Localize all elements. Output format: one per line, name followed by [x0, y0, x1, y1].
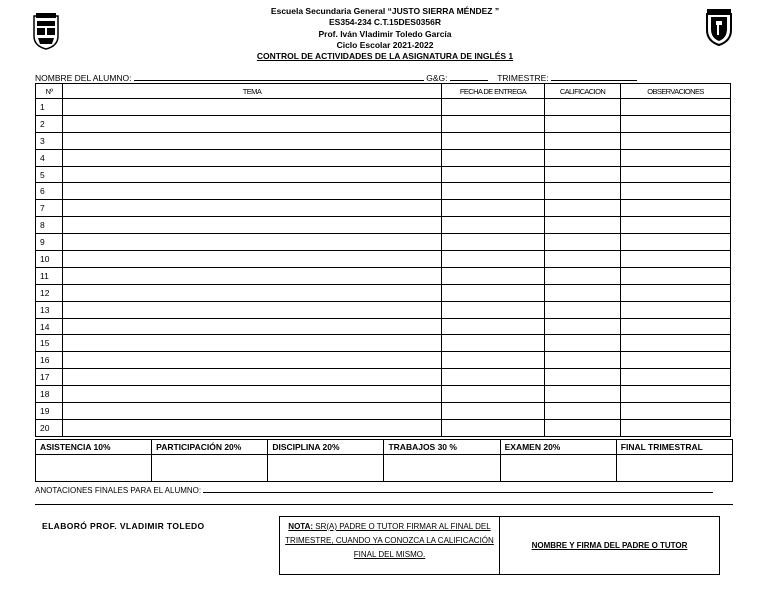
- observations-cell[interactable]: [621, 419, 731, 436]
- table-row: [36, 301, 731, 318]
- topic-cell[interactable]: [63, 352, 442, 369]
- group-field[interactable]: [450, 71, 488, 81]
- observations-cell[interactable]: [621, 115, 731, 132]
- term-field[interactable]: [551, 71, 637, 81]
- grade-cell[interactable]: [545, 369, 621, 386]
- topic-cell[interactable]: [63, 419, 442, 436]
- row-number: 7: [36, 200, 63, 217]
- due-date-cell[interactable]: [442, 352, 545, 369]
- row-number: 14: [36, 318, 63, 335]
- grade-assignments-cell[interactable]: [384, 455, 500, 482]
- topic-cell[interactable]: [63, 166, 442, 183]
- grade-cell[interactable]: [545, 251, 621, 268]
- grade-cell[interactable]: [545, 386, 621, 403]
- grade-final-cell[interactable]: [616, 455, 732, 482]
- observations-cell[interactable]: [621, 352, 731, 369]
- due-date-cell[interactable]: [442, 115, 545, 132]
- due-date-cell[interactable]: [442, 99, 545, 116]
- grades-value-row: [36, 455, 733, 482]
- topic-cell[interactable]: [63, 386, 442, 403]
- table-row: [36, 386, 731, 403]
- due-date-cell[interactable]: [442, 335, 545, 352]
- topic-cell[interactable]: [63, 99, 442, 116]
- table-row: [36, 369, 731, 386]
- grade-cell[interactable]: [545, 419, 621, 436]
- row-number: 15: [36, 335, 63, 352]
- column-header-observations: OBSERVACIONES: [621, 84, 731, 99]
- topic-cell[interactable]: [63, 318, 442, 335]
- due-date-cell[interactable]: [442, 234, 545, 251]
- note-block: [280, 517, 500, 574]
- observations-cell[interactable]: [621, 234, 731, 251]
- observations-cell[interactable]: [621, 386, 731, 403]
- teacher-name: Prof. Iván Vladimir Toledo García: [318, 28, 452, 39]
- due-date-cell[interactable]: [442, 217, 545, 234]
- row-number: 1: [36, 99, 63, 116]
- table-row: [36, 352, 731, 369]
- grade-cell[interactable]: [545, 183, 621, 200]
- table-header-row: [36, 84, 731, 99]
- table-row: [36, 149, 731, 166]
- grade-cell[interactable]: [545, 335, 621, 352]
- grade-cell[interactable]: [545, 132, 621, 149]
- due-date-cell[interactable]: [442, 267, 545, 284]
- grade-attendance-cell[interactable]: [36, 455, 152, 482]
- row-number: 11: [36, 267, 63, 284]
- row-number: 9: [36, 234, 63, 251]
- grade-exam-label: EXAMEN 20%: [500, 440, 616, 455]
- school-cycle: Ciclo Escolar 2021-2022: [336, 39, 434, 50]
- topic-cell[interactable]: [63, 183, 442, 200]
- topic-cell[interactable]: [63, 200, 442, 217]
- table-row: [36, 267, 731, 284]
- grades-header-row: [36, 440, 733, 455]
- document-title: CONTROL DE ACTIVIDADES DE LA ASIGNATURA DE INGLÉS 1: [256, 51, 514, 62]
- due-date-cell[interactable]: [442, 200, 545, 217]
- due-date-cell[interactable]: [442, 386, 545, 403]
- observations-cell[interactable]: [621, 132, 731, 149]
- due-date-cell[interactable]: [442, 183, 545, 200]
- table-row: [36, 217, 731, 234]
- parent-signature-label[interactable]: NOMBRE Y FIRMA DEL PADRE O TUTOR: [531, 541, 688, 550]
- grade-cell[interactable]: [545, 234, 621, 251]
- grade-cell[interactable]: [545, 284, 621, 301]
- row-number: 5: [36, 166, 63, 183]
- observations-cell[interactable]: [621, 183, 731, 200]
- due-date-cell[interactable]: [442, 251, 545, 268]
- observations-cell[interactable]: [621, 166, 731, 183]
- due-date-cell[interactable]: [442, 284, 545, 301]
- grade-cell[interactable]: [545, 267, 621, 284]
- student-name-field[interactable]: [134, 71, 424, 81]
- row-number: 2: [36, 115, 63, 132]
- observations-cell[interactable]: [621, 267, 731, 284]
- observations-cell[interactable]: [621, 301, 731, 318]
- row-number: 8: [36, 217, 63, 234]
- observations-cell[interactable]: [621, 318, 731, 335]
- row-number: 19: [36, 403, 63, 420]
- due-date-cell[interactable]: [442, 149, 545, 166]
- observations-cell[interactable]: [621, 251, 731, 268]
- due-date-cell[interactable]: [442, 403, 545, 420]
- activities-table: [35, 83, 731, 437]
- grade-assignments-label: TRABAJOS 30 %: [384, 440, 500, 455]
- due-date-cell[interactable]: [442, 369, 545, 386]
- final-notes-line: [35, 484, 735, 495]
- school-name: Escuela Secundaria General “JUSTO SIERRA MÉNDEZ ”: [270, 6, 500, 16]
- final-notes-field[interactable]: [203, 484, 713, 493]
- grade-cell[interactable]: [545, 99, 621, 116]
- table-row: [36, 318, 731, 335]
- row-number: 4: [36, 149, 63, 166]
- grade-participation-cell[interactable]: [152, 455, 268, 482]
- observations-cell[interactable]: [621, 403, 731, 420]
- row-number: 20: [36, 419, 63, 436]
- due-date-cell[interactable]: [442, 132, 545, 149]
- due-date-cell[interactable]: [442, 419, 545, 436]
- topic-cell[interactable]: [63, 301, 442, 318]
- document-header: [190, 6, 580, 62]
- final-notes-field-2[interactable]: [35, 504, 733, 505]
- topic-cell[interactable]: [63, 149, 442, 166]
- observations-cell[interactable]: [621, 369, 731, 386]
- row-number: 13: [36, 301, 63, 318]
- row-number: 17: [36, 369, 63, 386]
- table-row: [36, 419, 731, 436]
- school-codes: ES354-234 C.T.15DES0356R: [329, 17, 441, 28]
- topic-cell[interactable]: [63, 217, 442, 234]
- column-header-topic: TEMA: [63, 84, 442, 99]
- signature-box: [279, 516, 720, 575]
- grades-table: [35, 439, 733, 482]
- topic-cell[interactable]: [63, 115, 442, 132]
- final-notes-label: ANOTACIONES FINALES PARA EL ALUMNO:: [35, 486, 202, 495]
- topic-cell[interactable]: [63, 251, 442, 268]
- grade-cell[interactable]: [545, 403, 621, 420]
- note-label: NOTA:: [288, 522, 314, 531]
- due-date-cell[interactable]: [442, 318, 545, 335]
- column-header-grade: CALIFICACION: [545, 84, 621, 99]
- due-date-cell[interactable]: [442, 166, 545, 183]
- row-number: 16: [36, 352, 63, 369]
- table-row: [36, 99, 731, 116]
- group-label: G&G:: [426, 73, 448, 83]
- topic-cell[interactable]: [63, 234, 442, 251]
- table-row: [36, 234, 731, 251]
- observations-cell[interactable]: [621, 284, 731, 301]
- row-number: 6: [36, 183, 63, 200]
- row-number: 12: [36, 284, 63, 301]
- grade-cell[interactable]: [545, 217, 621, 234]
- column-header-due-date: FECHA DE ENTREGA: [442, 84, 545, 99]
- grade-cell[interactable]: [545, 352, 621, 369]
- observations-cell[interactable]: [621, 200, 731, 217]
- grade-cell[interactable]: [545, 115, 621, 132]
- prepared-by: ELABORÓ PROF. VLADIMIR TOLEDO: [42, 521, 205, 531]
- grade-cell[interactable]: [545, 166, 621, 183]
- row-number: 3: [36, 132, 63, 149]
- topic-cell[interactable]: [63, 403, 442, 420]
- topic-cell[interactable]: [63, 132, 442, 149]
- student-info-line: [35, 71, 735, 83]
- observations-cell[interactable]: [621, 217, 731, 234]
- term-label: TRIMESTRE:: [497, 73, 549, 83]
- grade-participation-label: PARTICIPACIÓN 20%: [152, 440, 268, 455]
- grade-discipline-cell[interactable]: [268, 455, 384, 482]
- grade-exam-cell[interactable]: [500, 455, 616, 482]
- table-row: [36, 200, 731, 217]
- observations-cell[interactable]: [621, 149, 731, 166]
- table-row: [36, 183, 731, 200]
- grade-cell[interactable]: [545, 318, 621, 335]
- table-row: [36, 132, 731, 149]
- grade-cell[interactable]: [545, 301, 621, 318]
- table-row: [36, 115, 731, 132]
- table-row: [36, 403, 731, 420]
- observations-cell[interactable]: [621, 335, 731, 352]
- grade-cell[interactable]: [545, 149, 621, 166]
- grade-final-label: FINAL TRIMESTRAL: [616, 440, 732, 455]
- school-shield-right-icon: [704, 8, 734, 46]
- table-row: [36, 166, 731, 183]
- note-text: SR(A) PADRE O TUTOR FIRMAR AL FINAL DEL TRIMESTRE, CUANDO YA CONOZCA LA CALIFICACIÓN FINAL DEL MISMO.: [285, 522, 494, 559]
- school-crest-left-icon: [32, 12, 60, 50]
- topic-cell[interactable]: [63, 369, 442, 386]
- table-row: [36, 284, 731, 301]
- topic-cell[interactable]: [63, 284, 442, 301]
- topic-cell[interactable]: [63, 267, 442, 284]
- table-row: [36, 335, 731, 352]
- observations-cell[interactable]: [621, 99, 731, 116]
- grade-cell[interactable]: [545, 200, 621, 217]
- row-number: 10: [36, 251, 63, 268]
- topic-cell[interactable]: [63, 335, 442, 352]
- grade-discipline-label: DISCIPLINA 20%: [268, 440, 384, 455]
- student-name-label: NOMBRE DEL ALUMNO:: [35, 73, 132, 83]
- table-row: [36, 251, 731, 268]
- column-header-number: Nº: [36, 84, 63, 99]
- due-date-cell[interactable]: [442, 301, 545, 318]
- row-number: 18: [36, 386, 63, 403]
- grade-attendance-label: ASISTENCIA 10%: [36, 440, 152, 455]
